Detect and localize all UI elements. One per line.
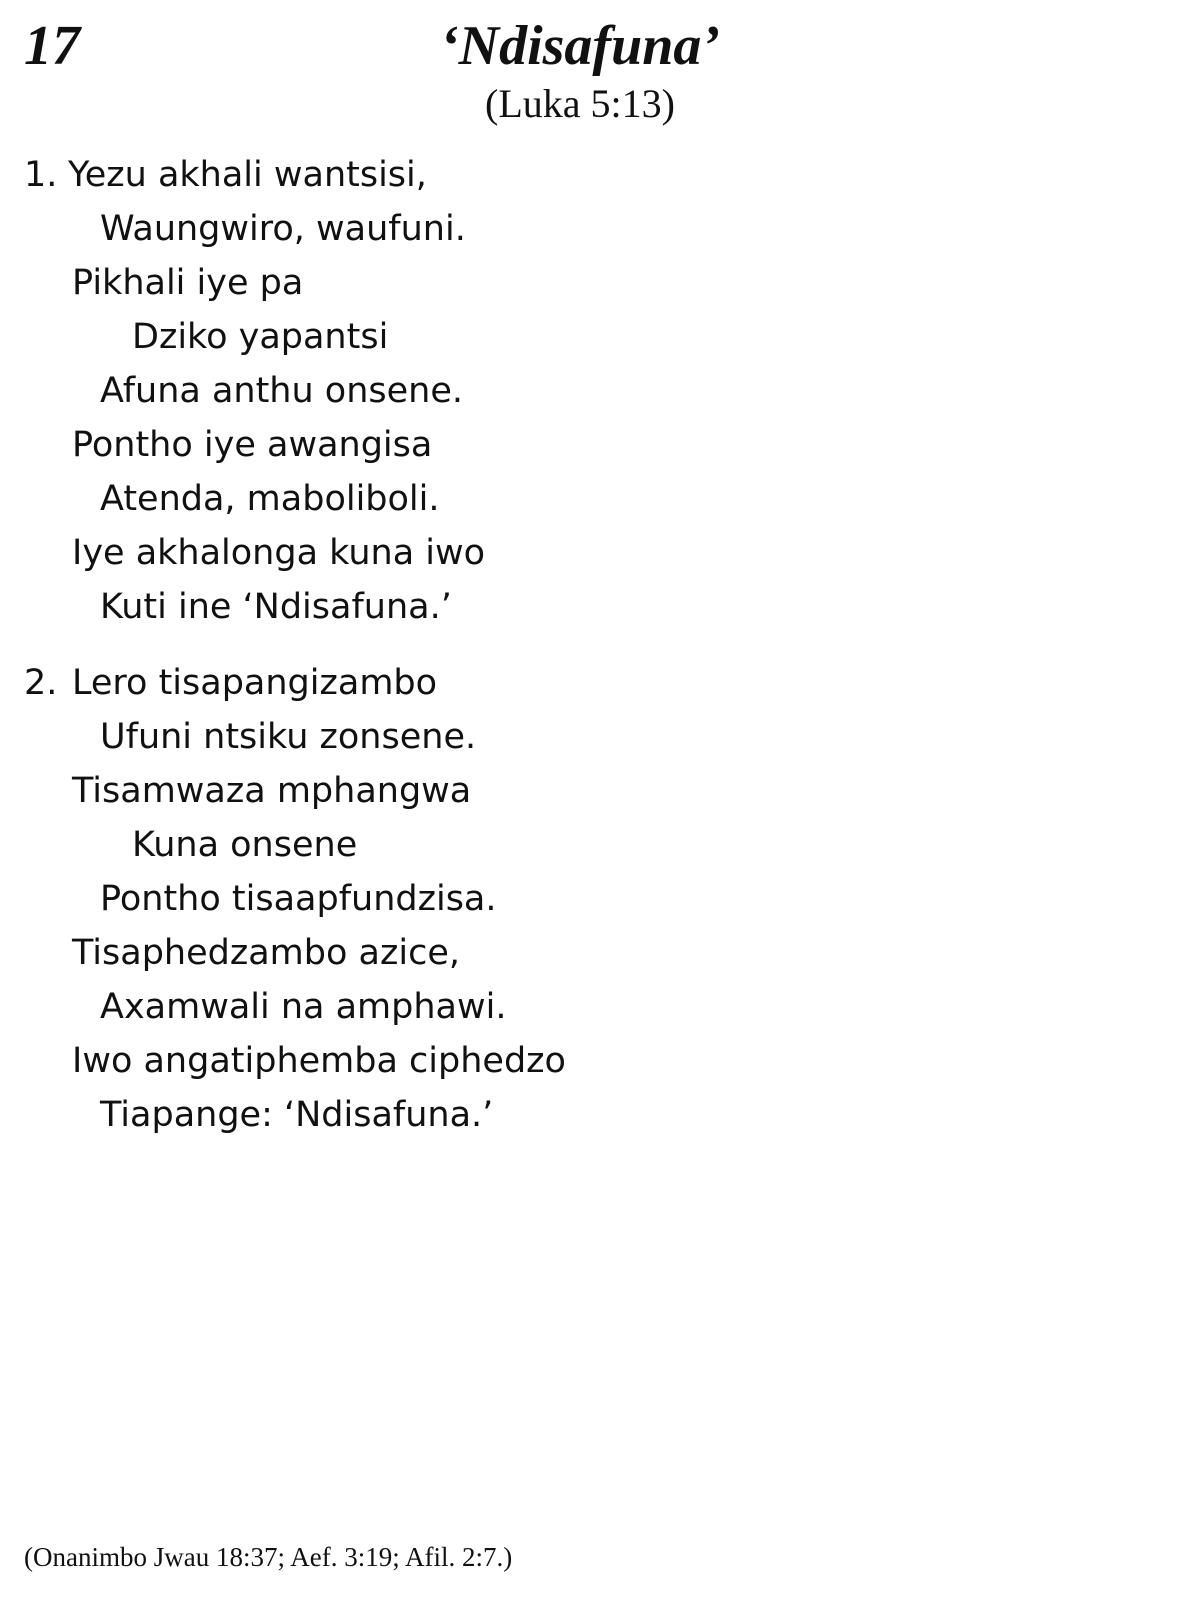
verse-line: Pontho tisaapfundzisa. [100, 879, 497, 919]
verse-line: Waungwiro, waufuni. [100, 209, 466, 249]
verse-2 [0, 656, 566, 1142]
verse-line: Atenda, maboliboli. [100, 479, 440, 519]
verse-1 [0, 148, 485, 634]
verse-line-text: Yezu akhali wantsisi, [68, 155, 427, 195]
verse-line: Tisaphedzambo azice, [72, 933, 460, 973]
verse-line: Dziko yapantsi [132, 317, 389, 357]
song-title: ‘Ndisafuna’ [439, 15, 721, 77]
verse-line: Pikhali iye pa [72, 263, 304, 303]
song-number: 17 [24, 15, 80, 77]
verse-line: Tisamwaza mphangwa [72, 771, 472, 811]
verse-line: Kuti ine ‘Ndisafuna.’ [100, 587, 452, 627]
verse-line: Axamwali na amphawi. [100, 987, 507, 1027]
verse-line: Ufuni ntsiku zonsene. [100, 717, 477, 757]
verse-line: Iye akhalonga kuna iwo [72, 533, 486, 573]
verse-line [0, 656, 566, 710]
verse-line: Iwo angatiphemba ciphedzo [72, 1041, 566, 1081]
verse-line: Kuna onsene [132, 825, 358, 865]
verse-line [0, 148, 485, 202]
footnote-references: (Onanimbo Jwau 18:37; Aef. 3:19; Afil. 2:7.) [24, 1542, 513, 1572]
verse-line-text: Lero tisapangizambo [72, 663, 438, 703]
verse-line: Tiapange: ‘Ndisafuna.’ [100, 1095, 494, 1135]
scripture-reference: (Luka 5:13) [485, 81, 675, 126]
verse-number: 1. [24, 155, 58, 195]
verse-line: Afuna anthu onsene. [100, 371, 464, 411]
verse-number: 2. [24, 663, 58, 703]
verse-line: Pontho iye awangisa [72, 425, 433, 465]
